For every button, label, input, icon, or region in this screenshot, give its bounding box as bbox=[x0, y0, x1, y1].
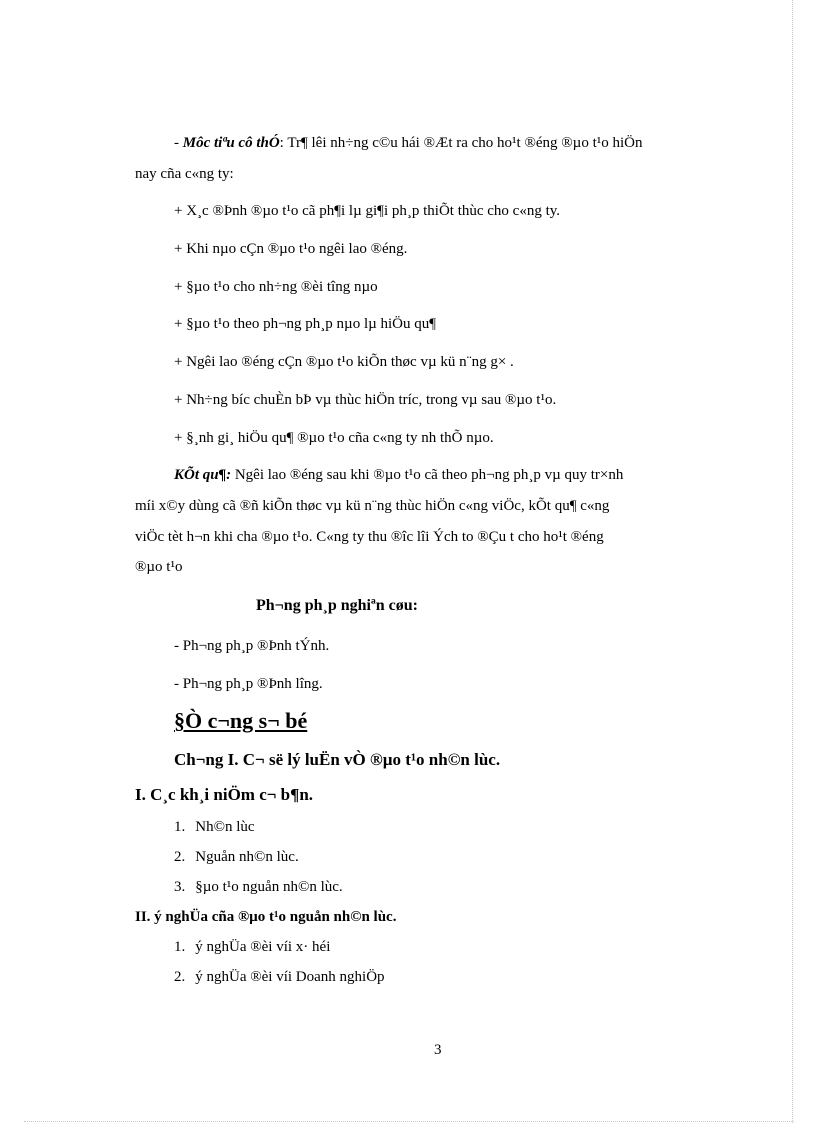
list-item-text: Nh©n lùc bbox=[195, 819, 255, 835]
chapter-heading: Ch¬ng I. C¬ së lý luËn vÒ ®µo t¹o nh©n lùc. bbox=[174, 750, 501, 769]
result-line-2: míi x©y dùng cã ®ñ kiÕn thøc vµ kü n¨ng thùc hiÖn c«ng viÖc, kÕt qu¶ c«ng bbox=[135, 498, 610, 514]
objective-line-2: nay cña c«ng ty: bbox=[135, 166, 234, 182]
bullet-item: + §µo t¹o cho nh÷ng ®èi tîng nµo bbox=[174, 279, 378, 295]
list-item bbox=[174, 848, 299, 866]
page-border-right bbox=[792, 0, 793, 1123]
objective-label: Môc tiªu cô thÓ bbox=[182, 135, 280, 151]
section-2-heading: II. ý nghÜa cña ®µo t¹o nguån nh©n lùc. bbox=[135, 909, 397, 925]
section-1-heading: I. C¸c kh¸i niÖm c¬ b¶n. bbox=[135, 785, 314, 804]
list-item bbox=[174, 968, 385, 986]
objective-text: : Tr¶ lêi nh÷ng c©u hái ®Æt ra cho ho¹t ®éng ®µo t¹o hiÖn bbox=[279, 135, 643, 151]
result-line-3: viÖc tèt h¬n khi cha ®µo t¹o. C«ng ty thu ®îc lîi Ých to ®Çu t cho ho¹t ®éng bbox=[135, 529, 604, 545]
bullet-item: + X¸c ®Þnh ®µo t¹o cã ph¶i lµ gi¶i ph¸p thiÕt thùc cho c«ng ty. bbox=[174, 203, 561, 219]
outline-title: §Ò c¬ng s¬ bé bbox=[174, 708, 308, 733]
page-number: 3 bbox=[434, 1042, 442, 1058]
result-line-1 bbox=[174, 466, 623, 484]
result-line-4: ®µo t¹o bbox=[135, 559, 183, 575]
bullet-item: + §¸nh gi¸ hiÖu qu¶ ®µo t¹o cña c«ng ty nh thÕ nµo. bbox=[174, 430, 494, 446]
list-item-text: ý nghÜa ®èi víi x· héi bbox=[195, 939, 331, 955]
list-item bbox=[174, 818, 255, 836]
bullet-item: + §µo t¹o theo ph¬ng ph¸p nµo lµ hiÖu qu¶ bbox=[174, 316, 437, 332]
bullet-item: + Nh÷ng bíc chuÈn bÞ vµ thùc hiÖn tríc, trong vµ sau ®µo t¹o. bbox=[174, 392, 557, 408]
result-label: KÕt qu¶: bbox=[174, 467, 232, 483]
methods-heading: Ph¬ng ph¸p nghiªn cøu: bbox=[256, 597, 418, 614]
list-item-number: 2. bbox=[174, 849, 186, 865]
list-item bbox=[174, 878, 343, 896]
method-item: - Ph¬ng ph¸p ®Þnh tÝnh. bbox=[174, 638, 330, 654]
list-item-number: 3. bbox=[174, 879, 186, 895]
list-item-text: ý nghÜa ®èi víi Doanh nghiÖp bbox=[195, 969, 385, 985]
list-item-text: Nguån nh©n lùc. bbox=[195, 849, 299, 865]
list-item-number: 1. bbox=[174, 819, 186, 835]
method-item: - Ph¬ng ph¸p ®Þnh lîng. bbox=[174, 676, 323, 692]
bullet-item: + Ngêi lao ®éng cÇn ®µo t¹o kiÕn thøc vµ kü n¨ng g× . bbox=[174, 354, 514, 370]
objective-dash: - bbox=[174, 135, 183, 151]
list-item bbox=[174, 938, 330, 956]
result-text: Ngêi lao ®éng sau khi ®µo t¹o cã theo ph¬ng ph¸p vµ quy tr×nh bbox=[234, 467, 624, 483]
objective-line bbox=[174, 134, 642, 152]
list-item-number: 1. bbox=[174, 939, 186, 955]
page-border-bottom bbox=[24, 1121, 794, 1122]
bullet-item: + Khi nµo cÇn ®µo t¹o ngêi lao ®éng. bbox=[174, 241, 408, 257]
list-item-text: §µo t¹o nguån nh©n lùc. bbox=[195, 879, 343, 895]
list-item-number: 2. bbox=[174, 969, 186, 985]
